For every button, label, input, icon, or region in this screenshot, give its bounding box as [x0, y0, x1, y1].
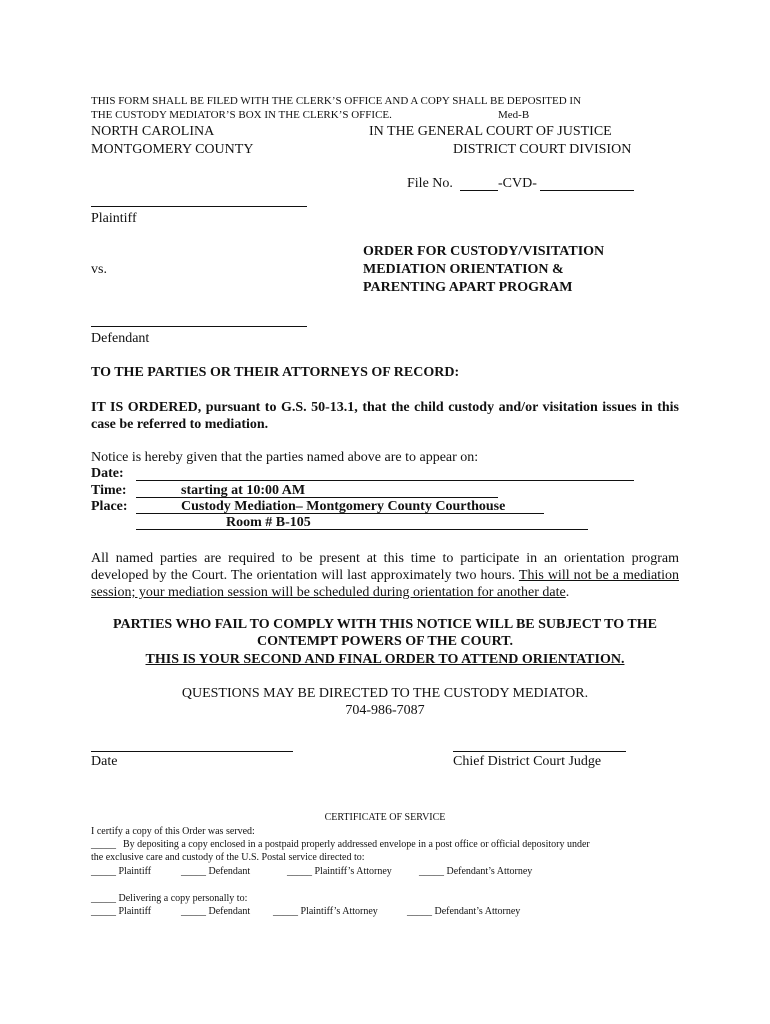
plaintiff-name-line[interactable] — [91, 206, 307, 207]
warning-line2: CONTEMPT POWERS OF THE COURT. — [256, 634, 514, 649]
mail-option-defendant[interactable]: _____ Defendant — [181, 866, 251, 877]
questions-statement: QUESTIONS MAY BE DIRECTED TO THE CUSTODY MEDIATOR. — [181, 686, 589, 701]
personal-service-line[interactable]: _____ Delivering a copy personally to: — [91, 893, 248, 904]
personal-option-defendant-attorney[interactable]: _____ Defendant’s Attorney — [407, 906, 521, 917]
attendance-requirement — [91, 550, 679, 601]
order-statement: IT IS ORDERED, pursuant to G.S. 50-13.1, that the child custody and/or visitation issues in this case be referred to mediation. — [91, 400, 679, 432]
order-title-line3: PARENTING APART PROGRAM — [363, 280, 573, 295]
warning-line1: PARTIES WHO FAIL TO COMPLY WITH THIS NOTICE WILL BE SUBJECT TO THE — [113, 617, 657, 632]
place-label: Place: — [91, 499, 128, 514]
mail-service-blank[interactable]: _____ — [91, 839, 116, 850]
form-code: Med-B — [498, 109, 530, 121]
file-number-cvd: -CVD- — [498, 176, 537, 191]
appearance-place-value: Custody Mediation– Montgomery County Courthouse — [181, 499, 506, 514]
appearance-room-value: Room # B-105 — [226, 515, 311, 530]
versus-label: vs. — [91, 262, 107, 277]
attendance-requirement-end: . — [565, 585, 570, 600]
judge-signature-line[interactable] — [453, 751, 626, 752]
signature-date-line[interactable] — [91, 751, 293, 752]
appearance-time-value: starting at 10:00 AM — [181, 483, 306, 498]
attendance-requirement-text: All named parties are required to be present at this time to participate in an orientation program developed by the Court. The orientation will last approximately two hours. — [91, 551, 679, 583]
file-number-label: File No. — [407, 176, 453, 191]
judge-title-label: Chief District Court Judge — [453, 754, 602, 769]
mail-option-plaintiff-attorney[interactable]: _____ Plaintiff’s Attorney — [287, 866, 392, 877]
county-name: MONTGOMERY COUNTY — [91, 142, 254, 157]
appearance-room-line — [136, 529, 588, 530]
filing-instruction-line2: THE CUSTODY MEDIATOR’S BOX IN THE CLERK’S OFFICE. — [91, 109, 392, 121]
appearance-date-line[interactable] — [136, 480, 634, 481]
final-order-warning: THIS IS YOUR SECOND AND FINAL ORDER TO ATTEND ORIENTATION. — [145, 652, 625, 667]
order-title-line2: MEDIATION ORIENTATION & — [363, 262, 564, 277]
plaintiff-label: Plaintiff — [91, 211, 137, 226]
filing-instruction-line1: THIS FORM SHALL BE FILED WITH THE CLERK’S OFFICE AND A COPY SHALL BE DEPOSITED IN — [91, 95, 582, 107]
defendant-label: Defendant — [91, 331, 150, 346]
order-title-line1: ORDER FOR CUSTODY/VISITATION — [363, 244, 605, 259]
signature-date-label: Date — [91, 754, 118, 769]
mail-service-line1: By depositing a copy enclosed in a postpaid properly addressed envelope in a post office or official depository under — [123, 839, 590, 850]
mail-option-defendant-attorney[interactable]: _____ Defendant’s Attorney — [419, 866, 533, 877]
file-number-year-blank[interactable] — [460, 190, 498, 191]
certificate-title: CERTIFICATE OF SERVICE — [324, 812, 446, 823]
court-name: IN THE GENERAL COURT OF JUSTICE — [369, 124, 612, 139]
mediator-phone: 704-986-7087 — [345, 703, 425, 718]
personal-option-plaintiff-attorney[interactable]: _____ Plaintiff’s Attorney — [273, 906, 378, 917]
file-number-sequence-blank[interactable] — [540, 190, 634, 191]
defendant-name-line[interactable] — [91, 326, 307, 327]
personal-option-plaintiff[interactable]: _____ Plaintiff — [91, 906, 152, 917]
mail-option-plaintiff[interactable]: _____ Plaintiff — [91, 866, 152, 877]
division-name: DISTRICT COURT DIVISION — [453, 142, 632, 157]
personal-option-defendant[interactable]: _____ Defendant — [181, 906, 251, 917]
state-name: NORTH CAROLINA — [91, 124, 215, 139]
mail-service-line2: the exclusive care and custody of the U.S. Postal service directed to: — [91, 852, 365, 863]
not-mediation-notice: This will not be a mediation session; your mediation session will be scheduled during orientation for another date — [91, 568, 679, 600]
notice-statement: Notice is hereby given that the parties named above are to appear on: — [91, 450, 479, 465]
certify-statement: I certify a copy of this Order was served: — [91, 826, 255, 837]
addressee-heading: TO THE PARTIES OR THEIR ATTORNEYS OF RECORD: — [91, 365, 460, 380]
time-label: Time: — [91, 483, 127, 498]
date-label: Date: — [91, 466, 124, 481]
